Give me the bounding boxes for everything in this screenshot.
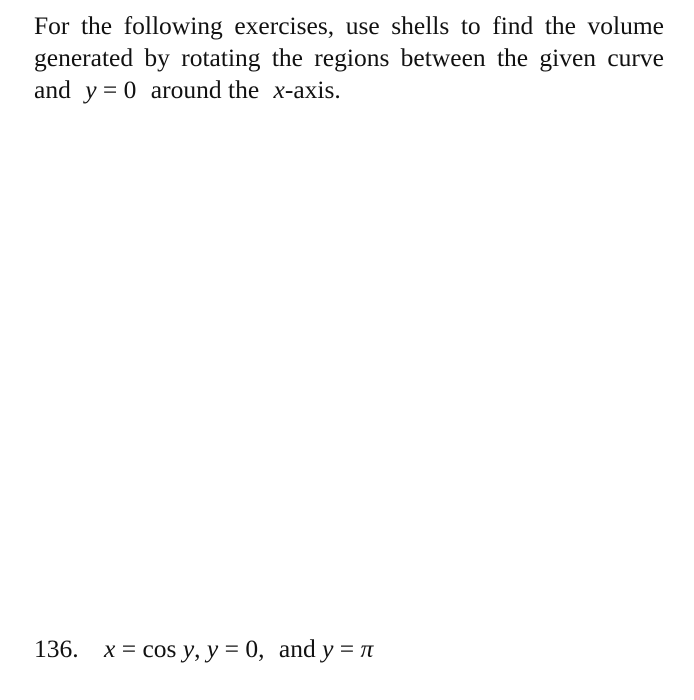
instructions-paragraph [34, 10, 664, 106]
eq3-pi: π [360, 634, 374, 663]
math-equals-zero: = 0 [102, 75, 137, 104]
math-var-y: y [85, 75, 97, 104]
eq1-var-y: y [182, 634, 195, 663]
eq2-var-y: y [206, 634, 219, 663]
eq3-var-y: y [322, 634, 334, 663]
instructions-line-3 [34, 74, 664, 106]
exercise-136 [34, 633, 373, 665]
eq2-rhs: = 0, [224, 634, 265, 663]
text-axis: -axis. [284, 75, 341, 104]
eq1-var-x: x [104, 634, 116, 663]
eq3-equals: = [339, 634, 355, 663]
eq1-cos: = cos [121, 634, 177, 663]
instructions-line-2: generated by rotating the regions between the given curve [34, 43, 664, 72]
math-var-x: x [273, 75, 285, 104]
exercise-number: 136. [34, 634, 79, 663]
word-and-conj: and [278, 634, 316, 663]
instructions-line-1: For the following exercises, use shells to find the volume [34, 11, 664, 40]
text-around-the: around the [150, 75, 260, 104]
word-and: and [34, 75, 71, 104]
eq1-comma: , [194, 634, 201, 663]
